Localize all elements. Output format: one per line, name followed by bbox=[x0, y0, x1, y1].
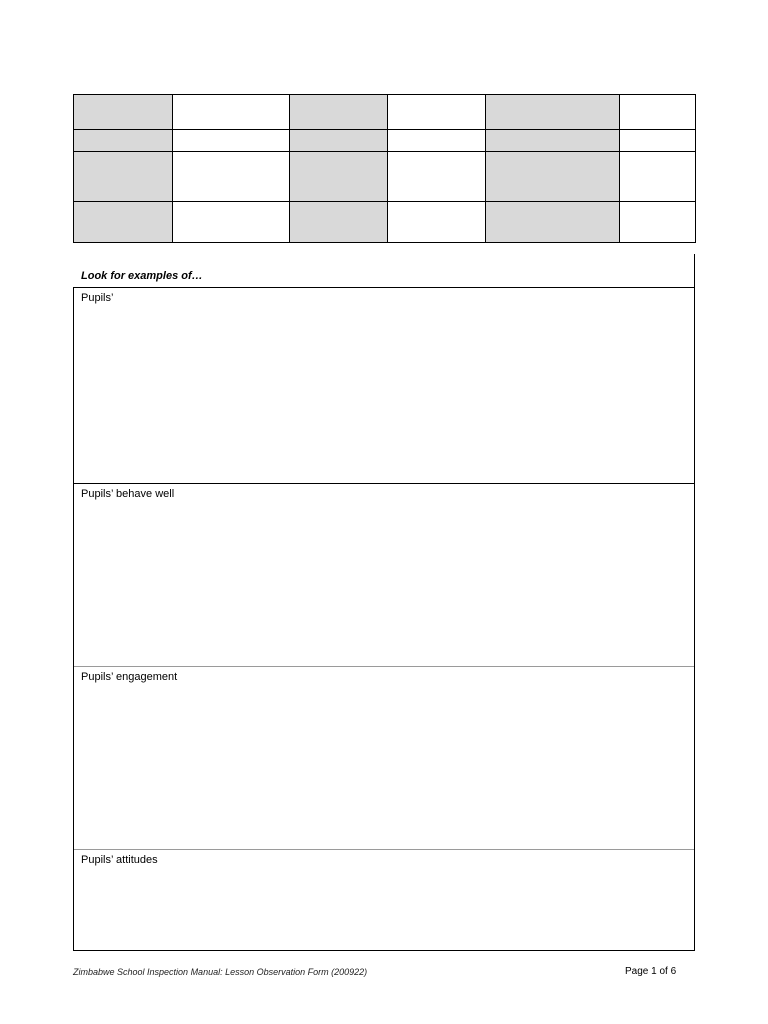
observation-row-pupils[interactable] bbox=[74, 288, 694, 483]
observation-row-label: Pupils’ behave well bbox=[81, 488, 175, 500]
observation-box bbox=[73, 287, 695, 951]
info-label-cell bbox=[74, 152, 173, 202]
footer-document-title: Zimbabwe School Inspection Manual: Lesson Observation Form (200922) bbox=[73, 967, 368, 977]
info-label-cell bbox=[486, 202, 620, 243]
info-label-cell bbox=[290, 202, 388, 243]
observation-row-label: Pupils’ engagement bbox=[81, 671, 178, 683]
info-value-cell[interactable] bbox=[173, 202, 290, 243]
info-row bbox=[74, 95, 696, 130]
info-label-cell bbox=[74, 130, 173, 152]
info-row bbox=[74, 130, 696, 152]
observation-row-label: Pupils’ attitudes bbox=[81, 854, 158, 866]
info-label-cell bbox=[290, 95, 388, 130]
info-value-cell[interactable] bbox=[620, 202, 696, 243]
footer-page-number: Page 1 of 6 bbox=[625, 966, 677, 977]
info-value-cell[interactable] bbox=[173, 152, 290, 202]
info-row bbox=[74, 202, 696, 243]
section-border bbox=[694, 254, 695, 287]
info-value-cell[interactable] bbox=[173, 130, 290, 152]
observation-row-attitudes[interactable] bbox=[74, 849, 694, 951]
info-value-cell[interactable] bbox=[388, 95, 486, 130]
observation-section bbox=[73, 254, 695, 950]
info-value-cell[interactable] bbox=[173, 95, 290, 130]
info-label-cell bbox=[74, 202, 173, 243]
observation-row-behaviour[interactable] bbox=[74, 483, 694, 666]
info-label-cell bbox=[290, 130, 388, 152]
observation-heading: Look for examples of… bbox=[81, 270, 203, 282]
info-label-cell bbox=[486, 95, 620, 130]
lesson-info-table bbox=[73, 94, 696, 243]
info-value-cell[interactable] bbox=[620, 130, 696, 152]
info-row bbox=[74, 152, 696, 202]
info-value-cell[interactable] bbox=[620, 152, 696, 202]
info-label-cell bbox=[290, 152, 388, 202]
info-value-cell[interactable] bbox=[388, 202, 486, 243]
info-value-cell[interactable] bbox=[388, 152, 486, 202]
info-label-cell bbox=[486, 130, 620, 152]
info-value-cell[interactable] bbox=[388, 130, 486, 152]
info-value-cell[interactable] bbox=[620, 95, 696, 130]
info-label-cell bbox=[74, 95, 173, 130]
observation-row-engagement[interactable] bbox=[74, 666, 694, 849]
observation-row-label: Pupils’ bbox=[81, 292, 114, 304]
info-label-cell bbox=[486, 152, 620, 202]
